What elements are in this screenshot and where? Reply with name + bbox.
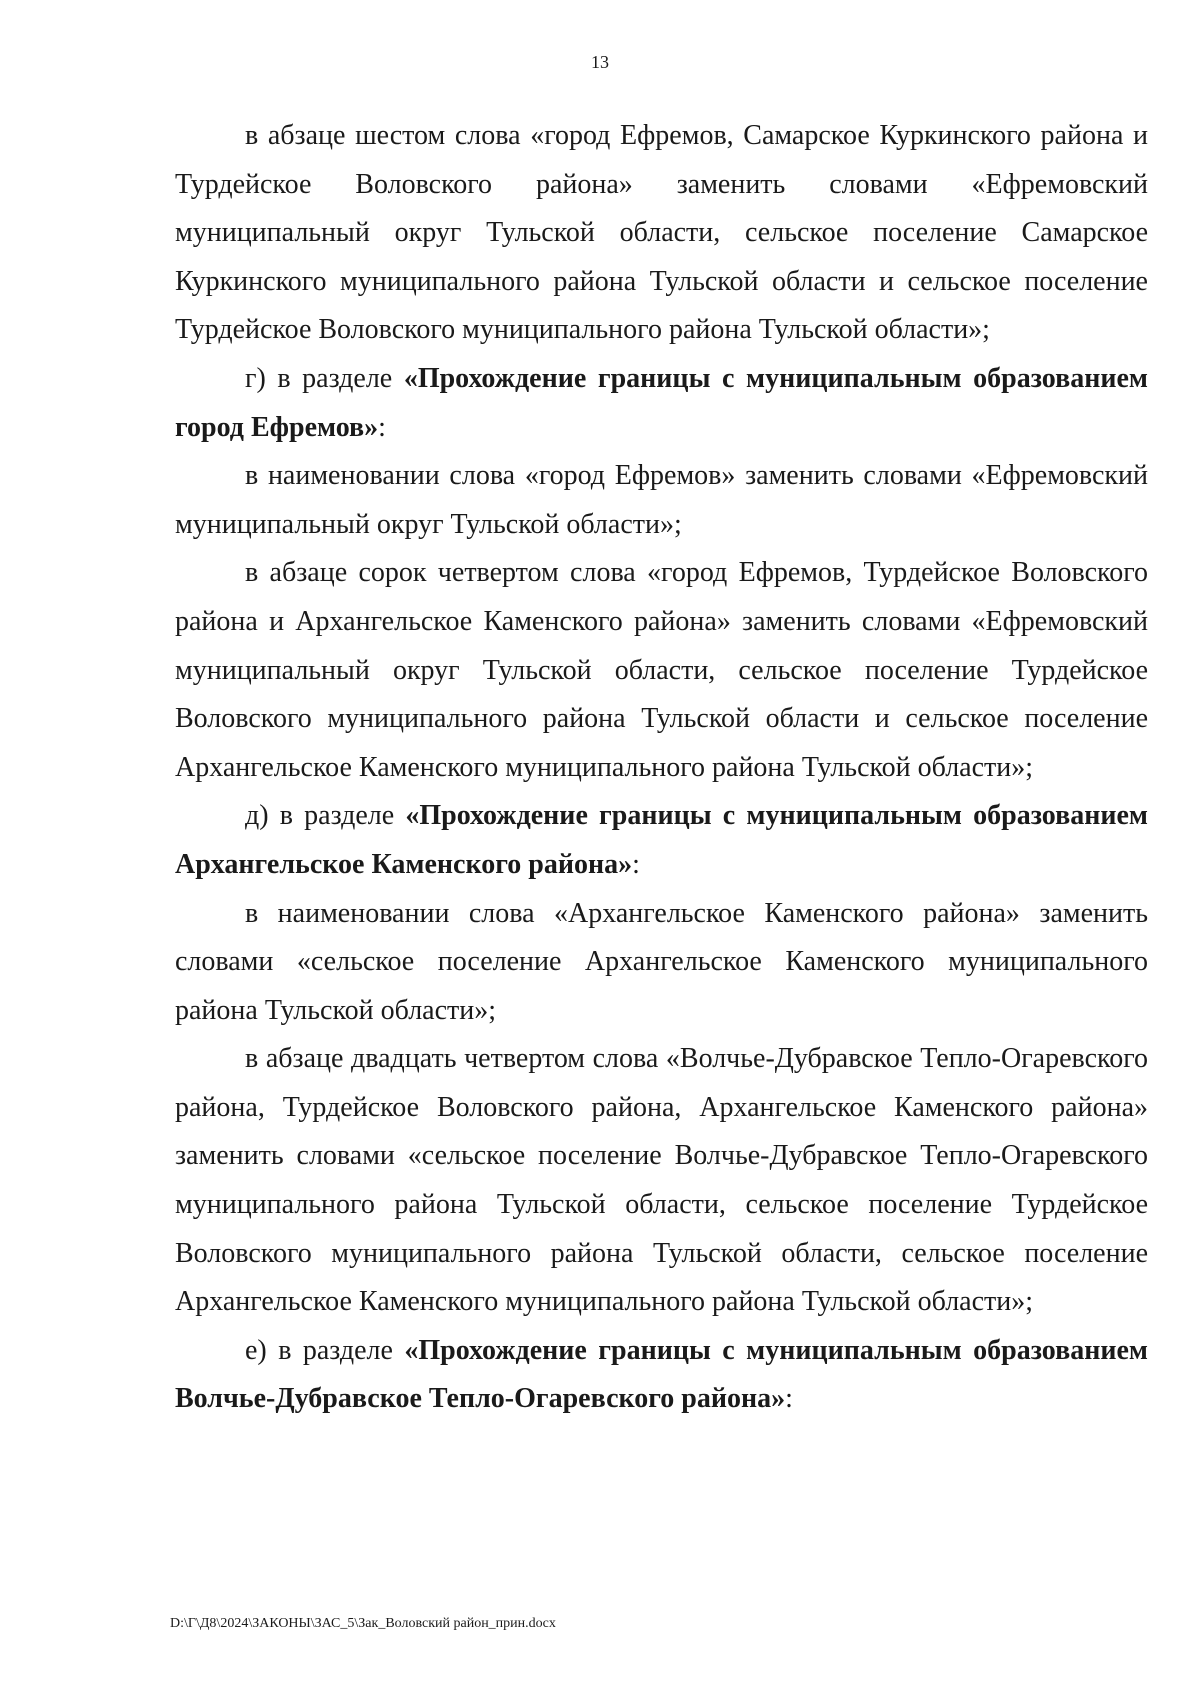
page-number: 13 (591, 52, 609, 72)
paragraph-prefix: г) в разделе (245, 362, 404, 394)
paragraph-suffix: : (378, 411, 386, 443)
section-heading-paragraph (175, 792, 1148, 889)
file-path-footer: D:\Г\Д8\2024\ЗАКОНЫ\ЗАС_5\Зак_Воловский район_прин.docx (170, 1616, 556, 1631)
section-heading-paragraph (175, 355, 1148, 452)
paragraph: в наименовании слова «город Ефремов» заменить словами «Ефремовский муниципальный округ Тульской области»; (175, 460, 1148, 540)
section-title: «Прохождение границы с муниципальным образованием Архангельское Каменского района» (175, 800, 1148, 880)
document-body (175, 112, 1148, 1424)
section-title: «Прохождение границы с муниципальным образованием город Ефремов» (175, 362, 1148, 443)
paragraph-suffix: : (785, 1383, 793, 1415)
paragraph-prefix: д) в разделе (245, 800, 406, 832)
paragraph: в абзаце сорок четвертом слова «город Ефремов, Турдейское Воловского района и Архангельское Каменского района» заменить словами «Ефремовский муниципальный округ Тульской области, сельское поселение Турдейское Воловского муниципального района Тульской области и сельское поселение Архангельское Каменского муниципального района Тульской области»; (175, 557, 1148, 783)
paragraph-suffix: : (632, 848, 640, 880)
section-title: «Прохождение границы с муниципальным образованием Волчье-Дубравское Тепло-Огаревского района» (175, 1334, 1148, 1415)
paragraph: в абзаце двадцать четвертом слова «Волчье-Дубравское Тепло-Огаревского района, Турдейское Воловского района, Архангельское Каменского района» заменить словами «сельское поселение Волчье-Дубравское Тепло-Огаревского муниципального района Тульской области, сельское поселение Турдейское Воловского муниципального района Тульской области, сельское поселение Архангельское Каменского муниципального района Тульской области»; (175, 1043, 1148, 1318)
section-heading-paragraph (175, 1327, 1148, 1424)
paragraph: в наименовании слова «Архангельское Каменского района» заменить словами «сельское поселение Архангельское Каменского муниципального района Тульской области»; (175, 897, 1148, 1026)
paragraph: в абзаце шестом слова «город Ефремов, Самарское Куркинского района и Турдейское Воловского района» заменить словами «Ефремовский муниципальный округ Тульской области, сельское поселение Самарское Куркинского муниципального района Тульской области и сельское поселение Турдейское Воловского муниципального района Тульской области»; (175, 120, 1148, 346)
paragraph-prefix: е) в разделе (245, 1334, 405, 1366)
